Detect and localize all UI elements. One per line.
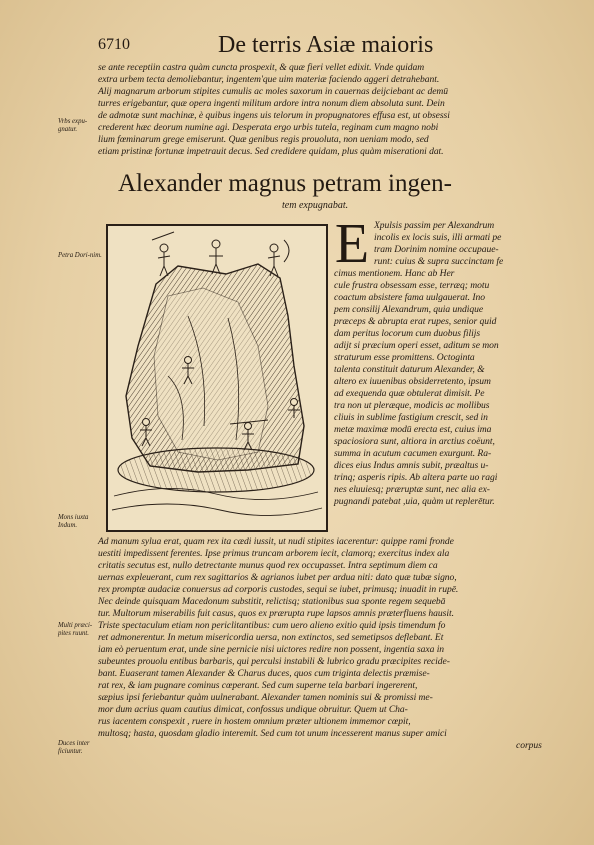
- text-line: subeuntes prouolu entibus barbaris, qui perculsi instabili & lubrico gradu præcipites recide-: [98, 656, 450, 667]
- text-line: runt: cuius & supra succinctam fe: [374, 256, 504, 267]
- text-line: metæ maximæ modū erecta est, cuius ima: [334, 424, 492, 435]
- running-head: De terris Asiæ maioris: [218, 32, 434, 58]
- text-line: Ad manum sylua erat, quam rex ita cædi iussit, ut nudi stipites iacerentur: quippe rami fronde: [98, 536, 454, 547]
- text-line: tra non ut pleræque, modicis ac mollibus: [334, 400, 490, 411]
- text-line: tur. Multorum miserabilis fuit casus, quos ex prærupta rupe lapsos amnis præterfluens hausit.: [98, 608, 454, 619]
- text-line: ret admonerentur. In metum misericordia uersa, non extinctos, sed semetipsos deflebant. Et: [98, 632, 444, 643]
- text-line: cule frustra obsessam esse, terræq; motu: [334, 280, 490, 291]
- text-line: cimus mentionem. Hanc ab Her: [334, 268, 455, 279]
- text-line: rus iacentem conspexit , ruere in hostem omnium præter ultionem immemor cœpit,: [98, 716, 411, 727]
- text-line: Alij magnarum arborum stipites cumulis ac moles saxorum in cauernas deijciebant ac demū: [98, 86, 449, 97]
- text-line: rex promptæ audaciæ conuersus ad corporis custodes, sequi se iubet, primusq; inuadit in rupē.: [98, 584, 459, 595]
- text-line: trinq; asperis ripis. Ab altera parte uo ragi: [334, 472, 498, 483]
- text-line: pem consilij Alexandrum, quia undique: [334, 304, 484, 315]
- woodcut-illustration: [106, 224, 328, 532]
- text-line: de admotæ sunt machinæ, è quibus ingens uis telorum in propugnatores effusa est, ut obsessi: [98, 110, 450, 121]
- text-line: altero ex iuuenibus obsiderretento, ipsum: [334, 376, 491, 387]
- text-line: iam eò peruentum erat, unde sine pernicie nisi uictores redire non possent, ingentia saxa in: [98, 644, 445, 655]
- marginal-note: Vrbs expu-gnatur.: [58, 118, 88, 133]
- text-line: ad exequenda quæ obtulerat dimisit. Pe: [334, 388, 485, 399]
- text-line: multosq; hasta, quosdam gladio interemit. Sed cum tot unum incesserent manus super amici: [98, 728, 447, 739]
- text-line: crederent hæc deorum numine agi. Desperata ergo urbis tutela, reginam cum magno nobi: [98, 122, 439, 133]
- text-line: summa in acutum cacumen exurgunt. Ra-: [334, 448, 492, 459]
- text-line: uernas expleuerant, cum rex sagittarios & agrianos iubet per ardua niti: dato quæ tubæ signo,: [98, 572, 457, 583]
- text-line: se ante receptiin castra quàm cuncta prospexit, & quæ fieri vellet edixit. Vnde quidam: [98, 62, 425, 73]
- text-line: coactum absistere fama uulgauerat. Ino: [334, 292, 485, 303]
- marginal-note: Petra Dori-nim.: [58, 252, 102, 259]
- text-line: tram Dorinim nomine occupaue-: [374, 244, 499, 255]
- page-number: 6710: [98, 36, 130, 53]
- drop-cap: E: [334, 213, 370, 275]
- text-line: bant. Euaserant tamen Alexander & Charus duces, quos cum triginta delectis præmise-: [98, 668, 430, 679]
- text-line: lium fœminarum grege emiserunt. Quæ genibus regis prouoluta, non ueniam modo, sed: [98, 134, 429, 145]
- text-line: Nec deinde quisquam Macedonum substitit, relictisq; stationibus sua sponte regem sequebā: [98, 596, 446, 607]
- chapter-title: Alexander magnus petram ingen-: [118, 170, 452, 197]
- text-line: straturum esse promittens. Octoginta: [334, 352, 475, 363]
- text-line: mor dum acrius quam cautius dimicat, confossus undique obruitur. Quem ut Cha-: [98, 704, 408, 715]
- text-line: Triste spectaculum etiam non periclitantibus: cum uero alieno exitio quid ipsis timendum fo: [98, 620, 446, 631]
- text-line: dices eius Indus amnis subit, præaltus u-: [334, 460, 489, 471]
- text-line: turres erigebantur, quæ opera ingenti militum ardore intra nonum diem absoluta sunt. Dein: [98, 98, 445, 109]
- rock-woodcut-drawing: [108, 226, 326, 530]
- text-line: uestiti impedissent ferentes. Ipse primus truncam arborem iecit, clamorq; exercitus index ala: [98, 548, 450, 559]
- text-line: sæpius ipsi feriebantur quàm uulnerabant. Alexander tamen nominis sui & promissi me-: [98, 692, 433, 703]
- text-line: incolis ex locis suis, illi armati pe: [374, 232, 502, 243]
- marginal-note: Mons iuxta Indum.: [58, 514, 89, 529]
- text-line: Xpulsis passim per Alexandrum: [374, 220, 495, 231]
- text-line: dam peritus locorum cum duobus filijs: [334, 328, 481, 339]
- text-line: cliuis in sublime fastigium crescit, sed in: [334, 412, 488, 423]
- text-line: rat rex, & iam pugnare cominus cœperant. Sed cum superne tela barbari ingererent,: [98, 680, 418, 691]
- marginal-note: Multi præci-pites ruunt.: [58, 622, 93, 637]
- text-line: etiam pristinæ fortunæ impetrauit decus. Sed credidere quidam, plus quàm miserationi dat.: [98, 146, 444, 157]
- text-line: spaciosiora sunt, altiora in arctius coëunt,: [334, 436, 495, 447]
- text-line: critatis secutus est, nullo detrectante munus quod rex occupasset. Intra septimum diem ca: [98, 560, 438, 571]
- chapter-title-continued: tem expugnabat.: [282, 200, 349, 211]
- text-line: præceps & abrupta erat rupes, senior quid: [334, 316, 497, 327]
- text-line: pugnandi patebat ,uia, quàm ut replerētur.: [334, 496, 495, 507]
- text-line: nes eluuiesq; præruptæ sunt, nec alia ex-: [334, 484, 490, 495]
- catchword: corpus: [516, 740, 542, 751]
- text-line: talenta constituit daturum Alexander, &: [334, 364, 485, 375]
- marginal-note: Duces inter ficiuntur.: [58, 740, 90, 755]
- text-line: extra urbem tecta demoliebantur, ingentem'que uim materiæ faciendo aggeri detrahebant.: [98, 74, 440, 85]
- text-line: adijt si præcium operi esset, aditum se mon: [334, 340, 499, 351]
